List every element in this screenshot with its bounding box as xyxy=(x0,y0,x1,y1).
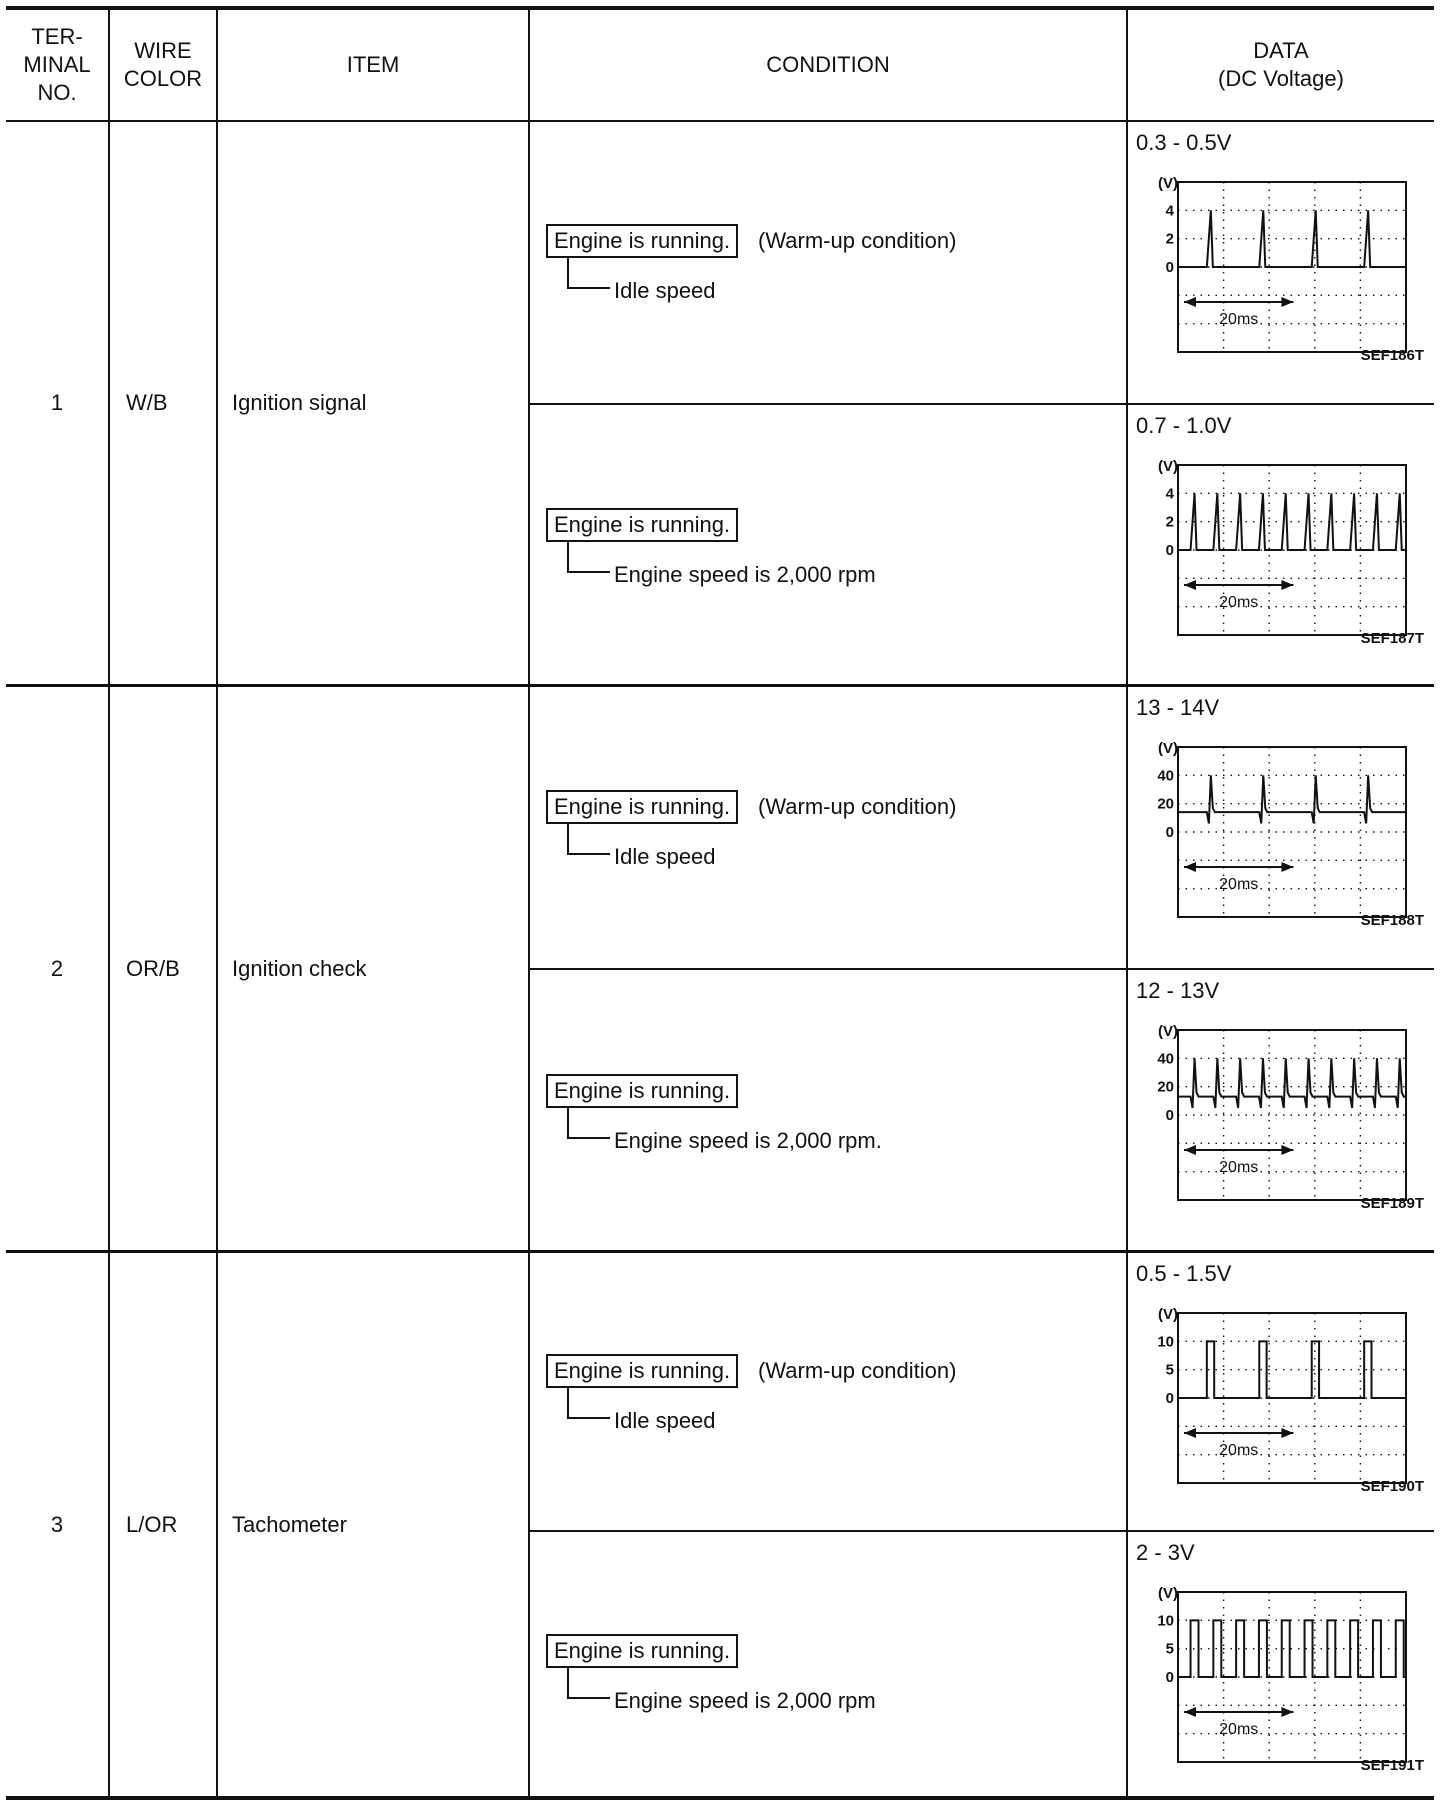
sub-condition-bracket-icon xyxy=(566,822,612,862)
y-tick-label: 0 xyxy=(1165,1107,1174,1124)
time-scale-label: 20ms xyxy=(1219,876,1259,893)
sub-condition-bracket-icon xyxy=(566,540,612,580)
arrow-head xyxy=(1281,1145,1293,1155)
row-3-wire: L/OR xyxy=(126,1511,178,1537)
voltage-value: 0.3 - 0.5V xyxy=(1136,130,1232,155)
sub-condition: Engine speed is 2,000 rpm xyxy=(614,1688,876,1713)
bracket-line xyxy=(568,1106,610,1138)
header-data-line: DATA xyxy=(1253,38,1309,63)
data-block xyxy=(1136,970,1426,1252)
y-unit-label: (V) xyxy=(1158,1306,1178,1323)
y-tick-label: 5 xyxy=(1165,1361,1174,1379)
y-tick-label: 2 xyxy=(1165,230,1174,248)
condition-block xyxy=(546,1634,1116,1754)
voltage-value: 0.7 - 1.0V xyxy=(1136,413,1232,438)
oscilloscope-trace xyxy=(1136,1301,1426,1491)
header-terminal-line: MINAL xyxy=(23,52,91,77)
condition-block xyxy=(546,1354,1116,1474)
row-1-wire: W/B xyxy=(126,390,168,415)
data-block xyxy=(1136,1253,1426,1535)
header-item-label: ITEM xyxy=(346,52,400,77)
arrow-head xyxy=(1184,297,1196,307)
header-terminal-no xyxy=(6,10,108,120)
engine-state-box: Engine is running. xyxy=(546,1634,738,1668)
header-terminal-line: TER- xyxy=(31,24,83,49)
row-1-terminal: 1 xyxy=(50,390,64,415)
figure-code: SEF191T xyxy=(1360,1757,1424,1770)
arrow-head xyxy=(1281,1707,1293,1717)
y-unit-label: (V) xyxy=(1158,740,1178,757)
arrow-head xyxy=(1184,1428,1196,1438)
col-rule-3 xyxy=(528,6,530,1800)
row-2-terminal: 2 xyxy=(50,955,64,981)
y-tick-label: 10 xyxy=(1157,1333,1174,1351)
y-tick-label: 40 xyxy=(1157,767,1174,785)
y-tick-label: 4 xyxy=(1165,202,1174,220)
data-block xyxy=(1136,405,1426,687)
warm-up-note: (Warm-up condition) xyxy=(758,228,957,253)
header-data-line: (DC Voltage) xyxy=(1218,66,1344,91)
waveform-line xyxy=(1178,1058,1406,1108)
condition-block xyxy=(546,508,1116,628)
arrow-head xyxy=(1281,580,1293,590)
y-tick-label: 5 xyxy=(1165,1640,1174,1658)
condition-block xyxy=(546,224,1116,344)
y-tick-label: 0 xyxy=(1165,1390,1174,1407)
time-scale-label: 20ms xyxy=(1219,1159,1259,1176)
bracket-line xyxy=(568,256,610,288)
arrow-head xyxy=(1184,1707,1196,1717)
voltage-value: 12 - 13V xyxy=(1136,978,1220,1003)
col-rule-4 xyxy=(1126,6,1128,1800)
data-block xyxy=(1136,122,1426,404)
y-tick-label: 0 xyxy=(1165,1669,1174,1686)
arrow-head xyxy=(1281,1428,1293,1438)
time-scale-label: 20ms xyxy=(1219,1721,1259,1738)
y-tick-label: 0 xyxy=(1165,542,1174,559)
data-block xyxy=(1136,687,1426,969)
waveform-line xyxy=(1178,775,1406,823)
y-tick-label: 2 xyxy=(1165,513,1174,531)
row-1-item: Ignition signal xyxy=(232,390,367,415)
engine-state-box: Engine is running. xyxy=(546,790,738,824)
y-tick-label: 40 xyxy=(1157,1050,1174,1068)
figure-code: SEF190T xyxy=(1360,1478,1424,1491)
oscilloscope-trace xyxy=(1136,1580,1426,1770)
sub-condition: Engine speed is 2,000 rpm xyxy=(614,562,876,587)
y-tick-label: 20 xyxy=(1157,1078,1174,1096)
bracket-line xyxy=(568,1666,610,1698)
engine-state-box: Engine is running. xyxy=(546,1074,738,1108)
sub-condition-bracket-icon xyxy=(566,256,612,296)
sub-condition: Idle speed xyxy=(614,844,716,869)
time-scale-label: 20ms xyxy=(1219,594,1259,611)
y-unit-label: (V) xyxy=(1158,458,1178,475)
arrow-head xyxy=(1281,862,1293,872)
header-condition-label: CONDITION xyxy=(766,52,890,77)
header-item xyxy=(218,10,528,120)
col-rule-2 xyxy=(216,6,218,1800)
row-3-terminal: 3 xyxy=(50,1511,64,1537)
bracket-line xyxy=(568,540,610,572)
row-2-wire: OR/B xyxy=(126,955,180,981)
figure-code: SEF189T xyxy=(1360,1195,1424,1208)
oscilloscope-trace xyxy=(1136,453,1426,643)
oscilloscope-trace xyxy=(1136,1018,1426,1208)
y-tick-label: 20 xyxy=(1157,795,1174,813)
warm-up-note: (Warm-up condition) xyxy=(758,1358,957,1383)
terminal-table xyxy=(6,6,1434,1802)
y-unit-label: (V) xyxy=(1158,1585,1178,1602)
sub-condition: Idle speed xyxy=(614,278,716,303)
row-2-item: Ignition check xyxy=(232,955,367,981)
warm-up-note: (Warm-up condition) xyxy=(758,794,957,819)
oscilloscope-trace xyxy=(1136,170,1426,360)
col-rule-1 xyxy=(108,6,110,1800)
row-3-item: Tachometer xyxy=(232,1511,347,1537)
header-condition xyxy=(530,10,1126,120)
header-wire-line: COLOR xyxy=(123,66,203,91)
sub-condition-bracket-icon xyxy=(566,1666,612,1706)
figure-code: SEF188T xyxy=(1360,912,1424,925)
y-tick-label: 4 xyxy=(1165,485,1174,503)
y-unit-label: (V) xyxy=(1158,175,1178,192)
condition-block xyxy=(546,1074,1116,1194)
engine-state-box: Engine is running. xyxy=(546,508,738,542)
sub-condition: Idle speed xyxy=(614,1408,716,1433)
time-scale-label: 20ms xyxy=(1219,1442,1259,1459)
time-scale-label: 20ms xyxy=(1219,311,1259,328)
figure-code: SEF187T xyxy=(1360,630,1424,643)
y-tick-label: 0 xyxy=(1165,824,1174,841)
arrow-head xyxy=(1184,862,1196,872)
header-data xyxy=(1128,10,1434,120)
sub-condition-bracket-icon xyxy=(566,1106,612,1146)
y-tick-label: 0 xyxy=(1165,259,1174,276)
condition-block xyxy=(546,790,1116,910)
bracket-line xyxy=(568,1386,610,1418)
data-block xyxy=(1136,1532,1426,1814)
header-wire-line: WIRE xyxy=(134,38,192,63)
y-tick-label: 10 xyxy=(1157,1612,1174,1630)
y-unit-label: (V) xyxy=(1158,1023,1178,1040)
voltage-value: 0.5 - 1.5V xyxy=(1136,1261,1232,1286)
voltage-value: 2 - 3V xyxy=(1136,1540,1195,1565)
sub-condition: Engine speed is 2,000 rpm. xyxy=(614,1128,882,1153)
arrow-head xyxy=(1184,580,1196,590)
sub-condition-bracket-icon xyxy=(566,1386,612,1426)
header-wire-color xyxy=(110,10,216,120)
arrow-head xyxy=(1281,297,1293,307)
engine-state-box: Engine is running. xyxy=(546,224,738,258)
figure-code: SEF186T xyxy=(1360,347,1424,360)
header-terminal-line: NO. xyxy=(37,80,77,105)
bracket-line xyxy=(568,822,610,854)
arrow-head xyxy=(1184,1145,1196,1155)
voltage-value: 13 - 14V xyxy=(1136,695,1220,720)
engine-state-box: Engine is running. xyxy=(546,1354,738,1388)
oscilloscope-trace xyxy=(1136,735,1426,925)
